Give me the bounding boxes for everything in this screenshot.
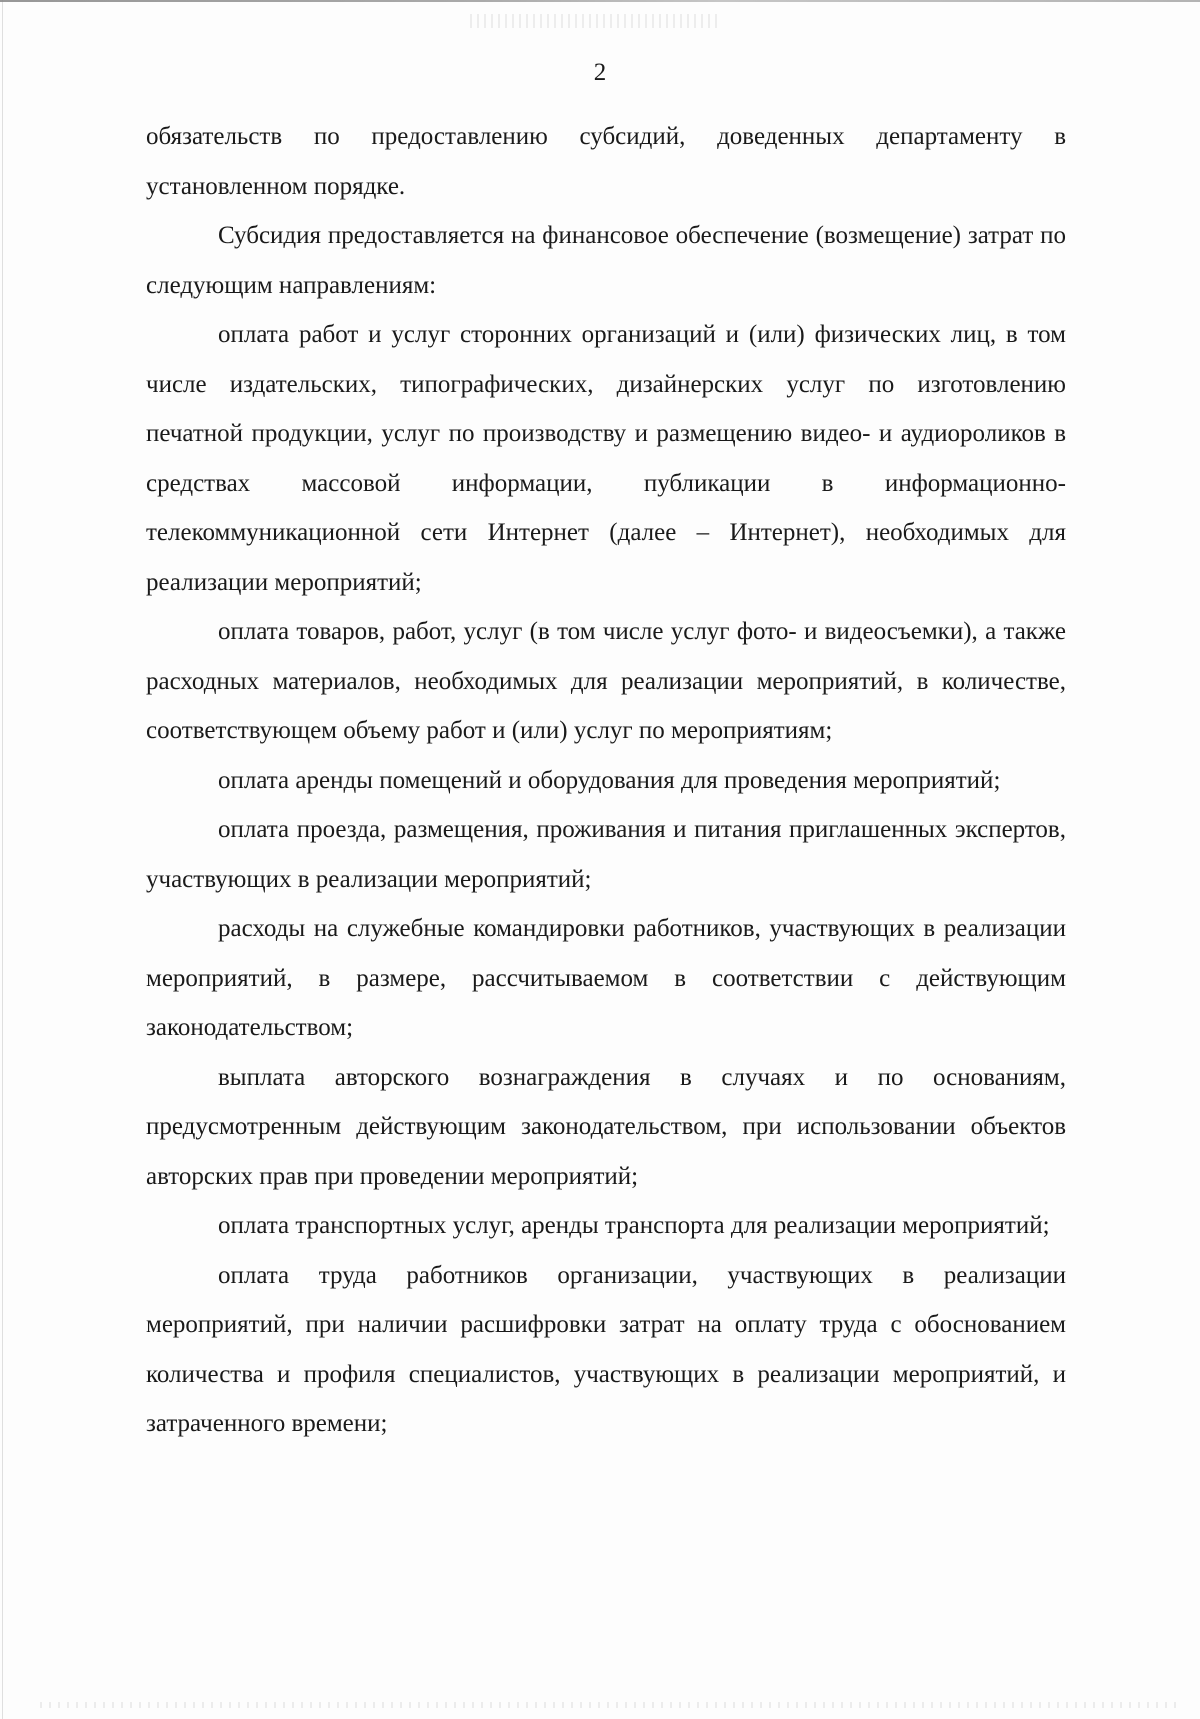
paragraph-item-staff-salary: оплата труда работников организации, участвующих в реализации мероприятий, при наличии расшифровки затрат на оплату труда с обоснованием количества и профиля специалистов, участвующих в реализации мероприятий, и затраченного времени; [146,1261,1066,1437]
paragraph-item-goods-materials: оплата товаров, работ, услуг (в том числе услуг фото- и видеосъемки), а также расходных материалов, необходимых для реализации мероприятий, в количестве, соответствующем объему работ и (или) услуг по мероприятиям; [146,618,1066,744]
paragraph-item-business-trips: расходы на служебные командировки работников, участвующих в реализации мероприятий, в размере, рассчитываемом в соответствии с действующим законодательством; [146,915,1066,1041]
document-body [146,112,1066,1449]
scan-noise-bottom [40,1702,1180,1708]
page-number: 2 [593,59,607,86]
scan-noise-top [470,14,720,28]
paragraph-item-third-party-services: оплата работ и услуг сторонних организаций и (или) физических лиц, в том числе издательских, типографических, дизайнерских услуг по изготовлению печатной продукции, услуг по производству и размещению видео- и аудиороликов в средствах массовой информации, публикации в информационно-телекоммуникационной сети Интернет (далее – Интернет), необходимых для реализации мероприятий; [146,321,1066,596]
paragraph-item-expert-travel: оплата проезда, размещения, проживания и питания приглашенных экспертов, участвующих в реализации мероприятий; [146,816,1066,893]
scan-edge-left [2,0,3,1719]
scan-edge-top [0,0,1200,2]
paragraph-subsidy-intro: Субсидия предоставляется на финансовое обеспечение (возмещение) затрат по следующим направлениям: [146,222,1066,299]
paragraph-item-transport: оплата транспортных услуг, аренды транспорта для реализации мероприятий; [218,1212,1050,1239]
paragraph-item-rent-premises: оплата аренды помещений и оборудования для проведения мероприятий; [218,766,1001,794]
paragraph-continuation: обязательств по предоставлению субсидий, доведенных департаменту в установленном порядке. [146,123,1066,200]
paragraph-item-author-fees: выплата авторского вознаграждения в случаях и по основаниям, предусмотренным действующим законодательством, при использовании объектов авторских прав при проведении мероприятий; [146,1063,1066,1190]
